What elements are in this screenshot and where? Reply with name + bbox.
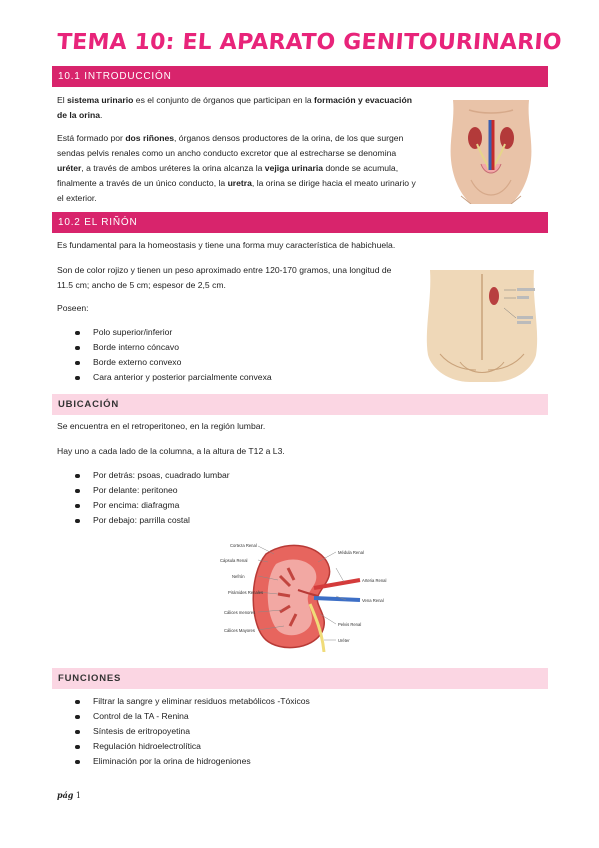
list-item: Cara anterior y posterior parcialmente convexa: [57, 370, 272, 385]
section-heading-functions: FUNCIONES: [52, 668, 548, 689]
list-item: Por detrás: psoas, cuadrado lumbar: [57, 468, 230, 483]
location-paragraph-1: Se encuentra en el retroperitoneo, en la región lumbar.: [57, 421, 266, 431]
list-item: Control de la TA - Renina: [57, 709, 310, 724]
list-item: Por delante: peritoneo: [57, 483, 230, 498]
list-item: Por debajo: parrilla costal: [57, 513, 230, 528]
figure-label: Médula Renal: [338, 550, 364, 555]
figure-label: Corteza Renal: [230, 543, 257, 548]
kidney-back-illustration: [420, 270, 550, 382]
figure-label: Nefrón: [232, 574, 245, 579]
functions-list: [57, 694, 310, 769]
section-heading-kidney: 10.2 EL RIÑÓN: [52, 212, 548, 233]
page-number: 1: [75, 791, 82, 800]
figure-label: Vena Renal: [362, 598, 384, 603]
list-item: Polo superior/inferior: [57, 325, 272, 340]
kidney-paragraph-3: Poseen:: [57, 303, 89, 313]
list-item: Borde interno cóncavo: [57, 340, 272, 355]
location-list: [57, 468, 230, 528]
list-item: Regulación hidroelectrolítica: [57, 739, 310, 754]
list-item: Por encima: diafragma: [57, 498, 230, 513]
intro-paragraph-2: Está formado por dos riñones, órganos densos productores de la orina, de los que surgen sendas pelvis renales como un ancho conducto excretor que al estrecharse se denomina uréter, a través de ambos uréteres la orina alcanza la vejiga urinaria donde se acumula, finalmente a través de un único conducto, la uretra, la orina se dirige hacia el meato urinario y el exterior.: [57, 133, 416, 203]
urinary-system-illustration: [441, 100, 541, 204]
kidney-cross-section-figure: [218, 540, 393, 652]
list-item: Síntesis de eritropoyetina: [57, 724, 310, 739]
kidney-paragraph-1: Es fundamental para la homeostasis y tiene una forma muy característica de habichuela.: [57, 240, 396, 250]
page-prefix: pág: [57, 790, 74, 800]
figure-label: Pelvis Renal: [338, 622, 362, 627]
page-title: TEMA 10: EL APARATO GENITOURINARIO: [56, 30, 563, 55]
figure-label: Uréter: [338, 638, 350, 643]
figure-label: Cápsula Renal: [220, 558, 248, 563]
figure-label: Cálices menores: [224, 610, 256, 615]
list-item: Filtrar la sangre y eliminar residuos metabólicos -Tóxicos: [57, 694, 310, 709]
list-item: Eliminación por la orina de hidrogeniones: [57, 754, 310, 769]
kidney-features-list: [57, 325, 272, 385]
kidney-paragraph-2: Son de color rojizo y tienen un peso aproximado entre 120-170 gramos, una longitud de 11.5 cm; ancho de 5 cm; espesor de 2,5 cm.: [57, 265, 392, 290]
section-heading-location: UBICACIÓN: [52, 394, 548, 415]
location-paragraph-2: Hay uno a cada lado de la columna, a la altura de T12 a L3.: [57, 446, 285, 456]
section-heading-intro: 10.1 INTRODUCCIÓN: [52, 66, 548, 87]
figure-label: Cálices Mayores: [224, 628, 255, 633]
figure-label: Pirámides Renales: [228, 590, 264, 595]
figure-label: Arteria Renal: [362, 578, 387, 583]
page-footer: [57, 790, 81, 800]
intro-paragraph-1: El sistema urinario es el conjunto de órganos que participan en la formación y evacuación de la orina.: [57, 95, 412, 120]
list-item: Borde externo convexo: [57, 355, 272, 370]
